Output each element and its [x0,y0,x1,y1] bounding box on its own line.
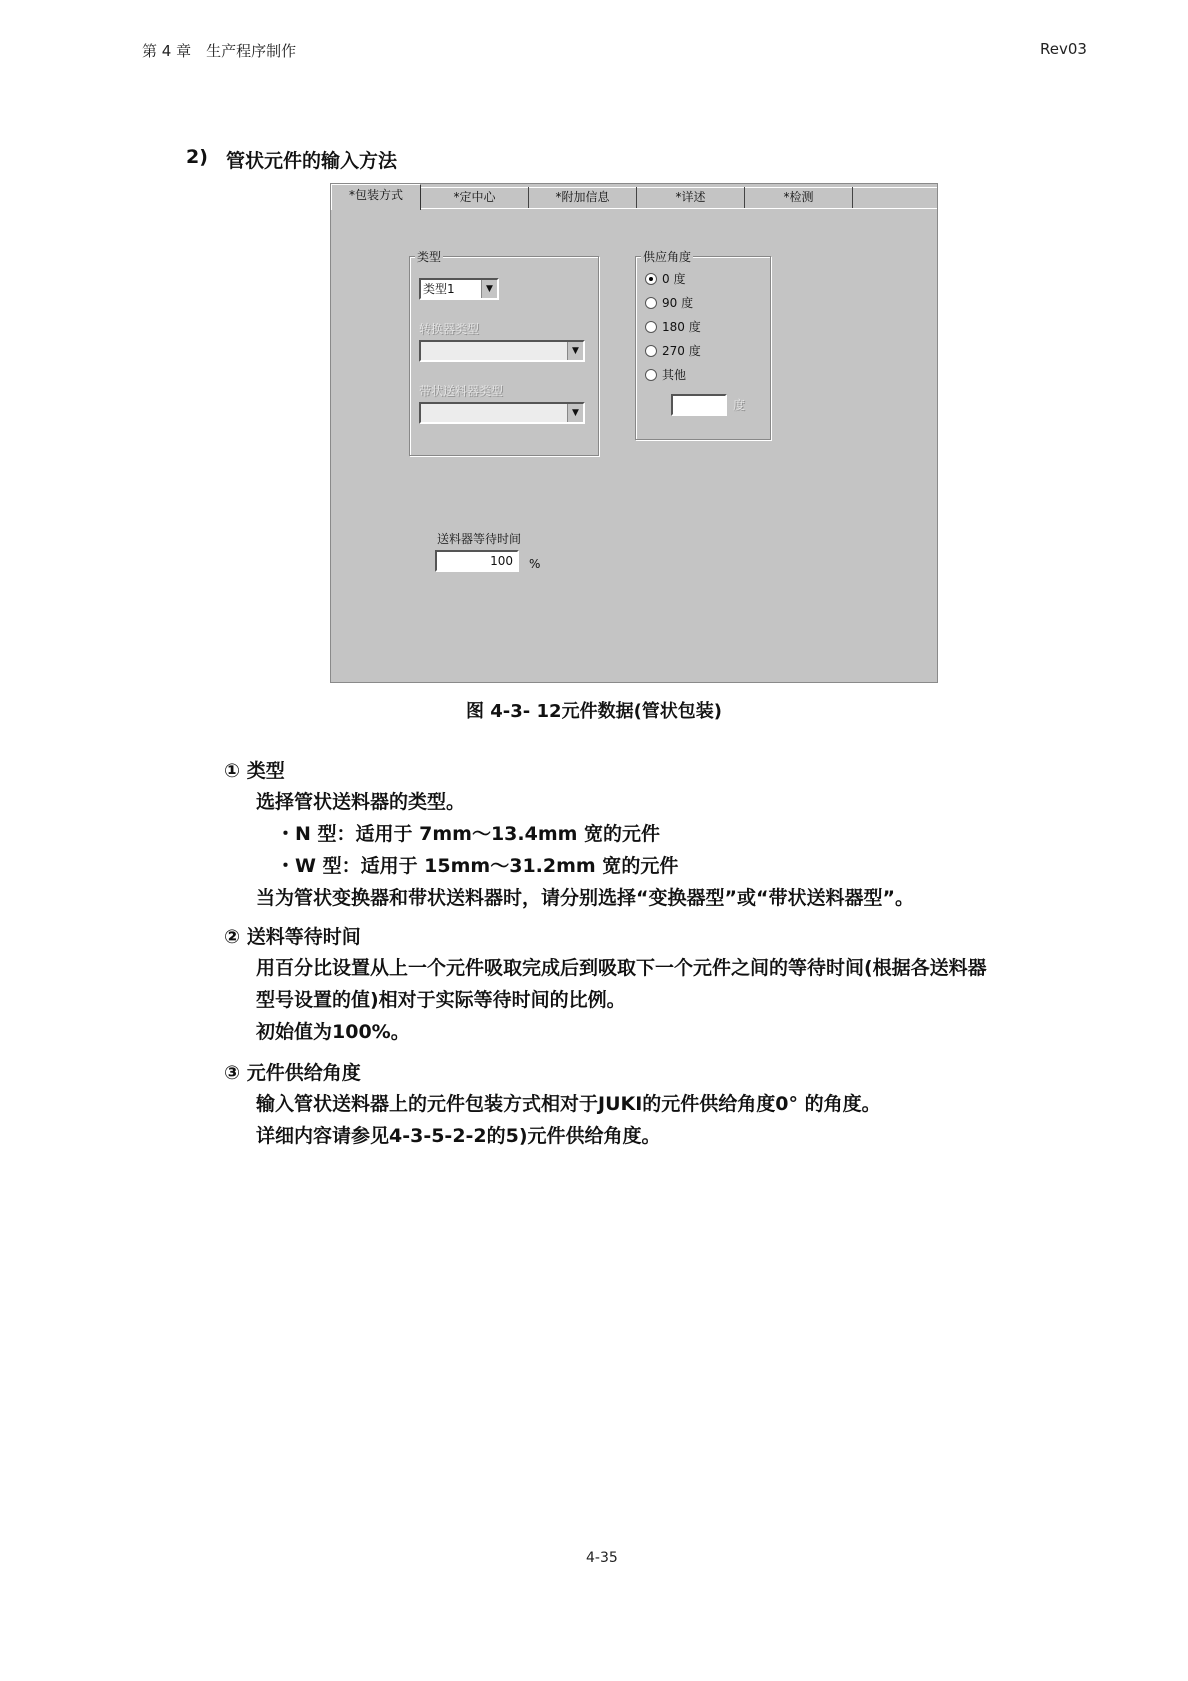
type-select-value: 类型1 [423,282,455,296]
angle-radio-other[interactable]: 其他 [645,366,686,383]
supply-angle-label: 供应角度 [643,250,692,264]
part-data-dialog [330,183,938,683]
item-2-line-3: 初始值为100%。 [256,1021,410,1043]
chevron-down-icon[interactable]: ▼ [567,404,583,422]
tab-additional-info[interactable]: *附加信息 [529,187,637,208]
feeder-wait-input[interactable]: 100 [435,550,519,572]
tab-details[interactable]: *详述 [637,187,745,208]
radio-icon [645,321,657,333]
section-title: 管状元件的输入方法 [226,150,398,172]
angle-radio-270[interactable]: 270 度 [645,342,701,359]
tab-inspection[interactable]: *检测 [745,187,853,208]
chevron-down-icon[interactable]: ▼ [481,280,497,298]
chapter-header: 第 4 章 生产程序制作 [142,42,297,60]
type-select[interactable] [419,278,499,300]
tape-feeder-type-label: 带状送料器类型 [419,384,504,398]
radio-selected-icon [645,273,657,285]
page-number: 4-35 [586,1550,618,1566]
other-angle-unit: 度 [733,398,746,412]
converter-type-label: 转换器类型 [419,322,480,336]
radio-icon [645,297,657,309]
item-3-line-2: 详细内容请参见4-3-5-2-2的5)元件供给角度。 [256,1125,661,1147]
chevron-down-icon[interactable]: ▼ [567,342,583,360]
tab-strip-bottom-edge [331,208,937,209]
section-number: 2) [186,146,208,168]
revision-label: Rev03 [1040,40,1087,58]
angle-radio-180[interactable]: 180 度 [645,318,701,335]
tab-strip [331,184,937,208]
item-1-line-3: ・W 型：适用于 15mm～31.2mm 宽的元件 [276,855,679,877]
item-3-line-1: 输入管状送料器上的元件包装方式相对于JUKI的元件供给角度0° 的角度。 [256,1093,881,1115]
feeder-wait-unit: % [529,557,541,571]
item-1-line-2: ・N 型：适用于 7mm～13.4mm 宽的元件 [276,823,661,845]
radio-icon [645,369,657,381]
radio-icon [645,345,657,357]
item-2-title: ② 送料等待时间 [224,926,361,948]
item-1-line-1: 选择管状送料器的类型。 [256,791,466,813]
other-angle-input[interactable] [671,394,727,416]
tab-packaging[interactable]: *包装方式 [331,184,421,210]
angle-radio-90[interactable]: 90 度 [645,294,693,311]
converter-type-select[interactable] [419,340,585,362]
type-group-label: 类型 [417,250,442,264]
tab-centering[interactable]: *定中心 [421,187,529,208]
figure-caption: 图 4-3- 12元件数据(管状包装) [466,701,723,722]
angle-radio-0[interactable]: 0 度 [645,270,685,287]
tape-feeder-type-select[interactable] [419,402,585,424]
feeder-wait-label: 送料器等待时间 [437,532,522,546]
item-2-line-2: 型号设置的值)相对于实际等待时间的比例。 [256,989,626,1011]
item-1-line-4: 当为管状变换器和带状送料器时，请分别选择“变换器型”或“带状送料器型”。 [256,887,914,909]
item-2-line-1: 用百分比设置从上一个元件吸取完成后到吸取下一个元件之间的等待时间(根据各送料器 [256,957,987,979]
item-3-title: ③ 元件供给角度 [224,1062,361,1084]
item-1-title: ① 类型 [224,760,285,782]
